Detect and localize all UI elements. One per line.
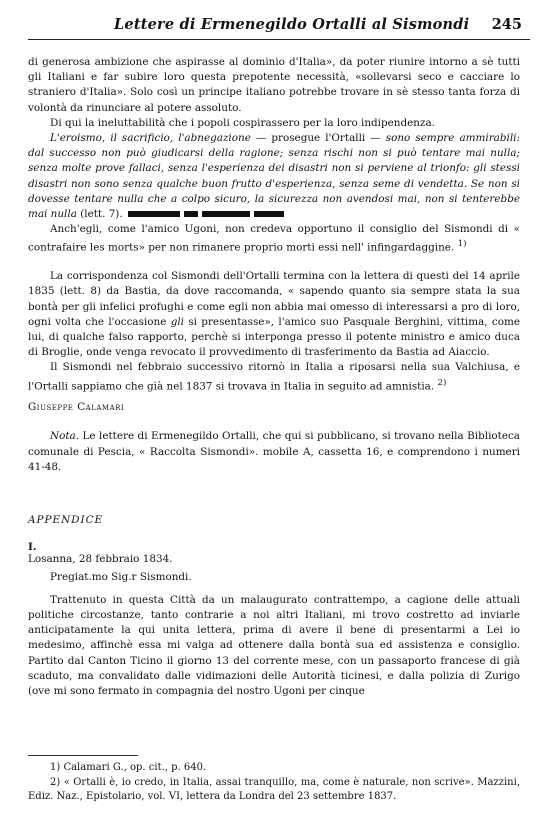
letter-date: Losanna, 28 febbraio 1834.	[28, 553, 173, 566]
page-header	[28, 13, 530, 40]
paragraph: Di qui la ineluttabilità che i popoli cospirassero per la loro indipendenza.	[50, 116, 435, 129]
ink-mark	[184, 211, 198, 217]
footnote: 1) Calamari G., op. cit., p. 640.	[50, 762, 207, 773]
paragraph: di generosa ambizione che aspirasse al dominio d'Italia», da poter riunire intorno a sè tutti gli Italiani e far subire loro questa prepotente necessità, «sollevarsi seco e cacciare lo straniero d'Italia». Solo così un principe italiano potrebbe trovare in sè stesso tanta forza di volontà da rinunciare al potere assoluto.	[28, 56, 520, 114]
appendix-title: APPENDICE	[28, 514, 104, 527]
footnote-divider	[28, 755, 138, 756]
page-number: 245	[491, 16, 522, 33]
footnote-marker: 2)	[437, 377, 447, 388]
footnote: 2) « Ortalli è, io credo, in Italia, assai tranquillo, ma, come è naturale, non scrive». Mazzini, Ediz. Naz., Epistolario, vol. VI, lettera da Londra del 23 settembre 1837.	[28, 776, 520, 802]
paragraph	[28, 269, 520, 360]
ink-mark	[254, 211, 284, 217]
note-text: Le lettere di Ermenegildo Ortalli, che qui si pubblicano, si trovano nella Biblioteca comunale di Pescia, « Raccolta Sismondi». mobile A, cassetta 16, e comprendono i numeri 41-48.	[28, 430, 520, 473]
paragraph-text: si presentasse», l'amico suo Pasquale Berghini, vittima, come lui, di qualche falso rapporto, perchè si interponga presso il potente ministro e amico duca di Broglie, onde venga revocato il provvedimento di trasferimento da Bastia ad Aiaccio.	[28, 315, 520, 359]
page-body	[28, 55, 520, 699]
quote-text: sono sempre ammirabili: dal successo non può giudicarsi della ragione; senza rischi non si può tentare mai nulla; senza molte prove fallaci, senza l'esperienza dei disastri non si perviene al trionfo: gli stessi disastri non sono senza qualche buon frutto d'esperienza, senza seme di vendetta. Se non si dovesse tentare nulla che a colpo sicuro, la sicurezza non avendosi mai, non si tenterebbe mai nulla	[28, 132, 520, 221]
ink-mark	[202, 211, 250, 217]
quote-paragraph	[28, 131, 520, 222]
paragraph-text: La corrispondenza col Sismondi dell'Ortalli termina con la lettera di questi del 14 aprile 1835 (lett. 8) da Bastia, da dove raccomanda, « sapendo quanto sia sempre stata la sua bontà per gli infelici profughi e come egli non abbia mai omesso di interessarsi a pro di loro, ogni volta che l'occasione	[28, 270, 520, 328]
editorial-note	[28, 429, 520, 475]
letter-body: Trattenuto in questa Città da un malaugurato contrattempo, a cagione delle attuali politiche circostanze, tanto contrarie a noi altri Italiani, mi trovo costretto ad inviarle anticipatamente la qui unita lettera, prima di avere il bene di presentarmi a Lei io medesimo, affinchè essa mi valga ad ottenere dalla bontà sua ed assistenza e consiglio. Partito dal Canton Ticino il giorno 13 del corrente mese, con un passaporto francese di già scaduto, ma convalidato dalle vidimazioni delle Autorità ticinesi, e dalla polizia di Zurigo (ove mi sono fermato in compagnia del nostro Ugoni per cinque	[28, 593, 520, 698]
emphasis: gli	[170, 315, 185, 328]
quote-attribution: — prosegue l'Ortalli —	[250, 132, 386, 145]
quote-reference: (lett. 7).	[76, 208, 123, 221]
letter-salutation: Pregiat.mo Sig.r Sismondi.	[50, 570, 192, 583]
paragraph-text: Anch'egli, come l'amico Ugoni, non credeva opportuno il consiglio del Sismondi di « contrafaire les morts» per non rimanere proprio morti essi nell' infingardaggine.	[28, 223, 520, 254]
ink-mark	[128, 211, 180, 217]
footnotes	[28, 755, 520, 805]
note-label: Nota.	[50, 430, 80, 443]
footnote-marker: 1)	[457, 239, 467, 250]
quote-text: L'eroismo, il sacrificio, l'abnegazione	[50, 132, 251, 145]
section-number: I.	[28, 541, 37, 554]
paragraph	[28, 222, 520, 256]
author-signature: Giuseppe Calamari	[28, 401, 125, 414]
running-title: Lettere di Ermenegildo Ortalli al Sismondi	[114, 16, 470, 33]
paragraph-text: Il Sismondi nel febbraio successivo ritornò in Italia a riposarsi nella sua Valchiusa, e l'Ortalli sappiamo che già nel 1837 si trovava in Italia in seguito ad amnistia.	[28, 361, 520, 392]
paragraph	[28, 360, 520, 394]
